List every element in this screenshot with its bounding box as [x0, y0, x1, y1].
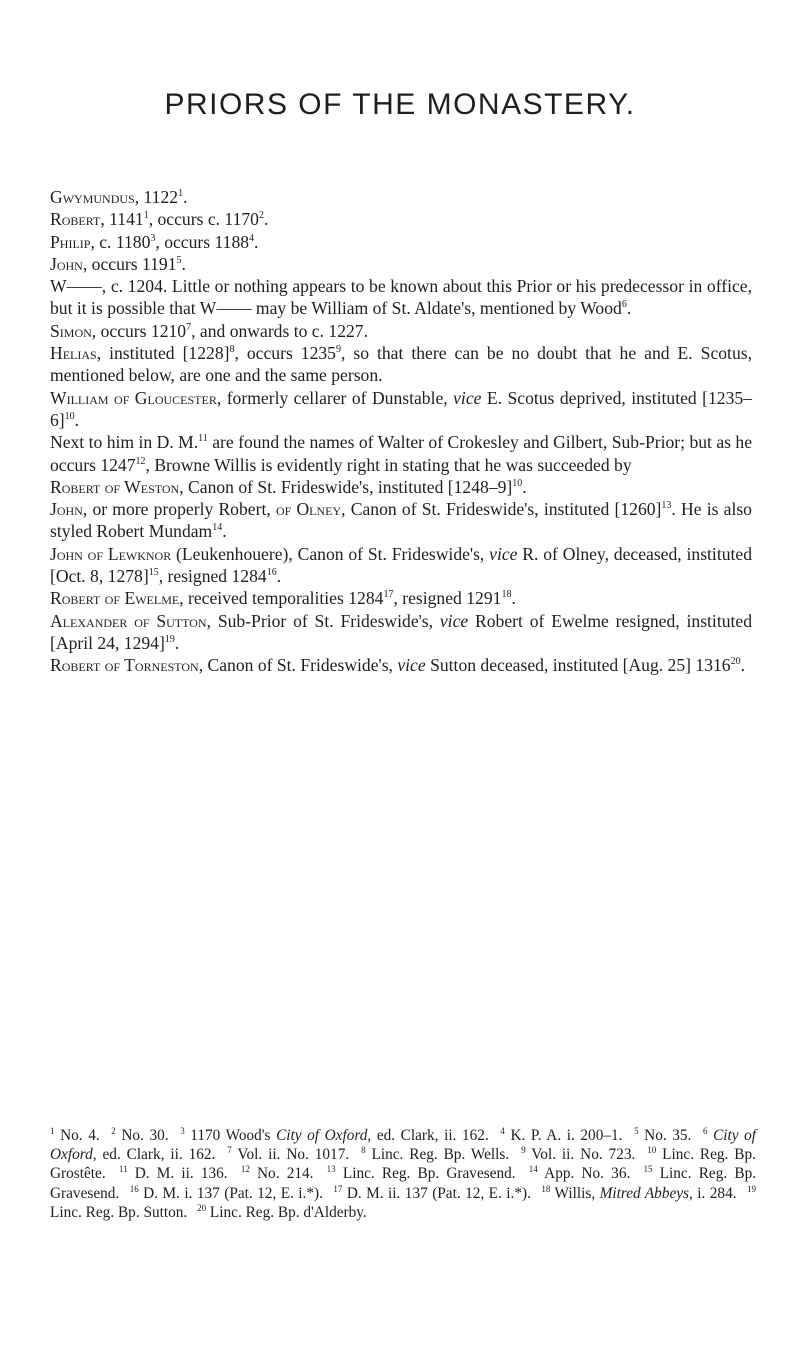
footnote-ref: 5	[176, 254, 182, 266]
footnote: $^9$ Vol. ii. No. 723.	[521, 1145, 636, 1164]
footnote-ref: 12	[135, 455, 146, 467]
footnote: $^6$ City of Oxford, ed. Clark, ii. 162.	[50, 1126, 757, 1164]
footnote-ref: 7	[186, 321, 192, 333]
page-title: PRIORS OF THE MONASTERY.	[164, 88, 636, 121]
prior-entry-william-of-gloucester: William of Gloucester, formerly cellarer of Dunstable, vice E. Scotus deprived, instituted $[1235-6]^{10}$.	[50, 387, 752, 430]
prior-entry-gwymundus: Gwymundus, 1122$^1$.	[50, 187, 188, 207]
footnote-ref: 6	[621, 299, 627, 311]
prior-name: Robert	[50, 209, 101, 230]
note-paragraph: Next to him in D. M.$^{11}$ are found the names of Walter of Crokesley and Gilbert, Sub-Prior; but as he occurs 1247$^{12}$, Browne Willis is evidently right in stating that he was succeeded by	[50, 432, 753, 475]
footnote-ref: 4	[249, 232, 255, 244]
footnote-ref: 3	[150, 232, 156, 244]
footnote: $^{12}$ No. 214.	[240, 1164, 314, 1183]
prior-entry-simon: Simon, occurs 1210$^7$, and onwards to c. 1227.	[50, 320, 368, 341]
footnotes	[50, 1126, 756, 1222]
footnote: $^2$ No. 30.	[111, 1126, 169, 1144]
prior-entry-robert-of-ewelme: Robert of Ewelme, received temporalities 1284$^{17}$, resigned 1291$^{18}$.	[50, 588, 516, 609]
footnote-ref: 11	[198, 433, 208, 445]
prior-entry-robert-of-torneston: Robert of Torneston, Canon of St. Frideswide's, vice Sutton deceased, instituted [Aug. 25] 1316$^{20}$.	[50, 655, 746, 676]
footnote-ref: 10	[512, 477, 523, 489]
footnote-ref: 1	[178, 188, 184, 199]
prior-name: John	[50, 253, 83, 274]
prior-entry-robert: Robert, 1141$^1$, occurs c. 1170$^2$.	[50, 209, 269, 230]
prior-name: Philip	[50, 231, 91, 252]
footnote: $^{14}$ App. No. 36.	[528, 1164, 631, 1183]
footnote-ref: 19	[164, 633, 175, 645]
footnote: $^{19}$ Linc. Reg. Bp. Sutton.	[50, 1183, 757, 1221]
vice-word: vice	[397, 655, 426, 676]
prior-entry-alexander-of-sutton: Alexander of Sutton, Sub-Prior of St. Frideswide's, vice Robert of Ewelme resigned, instituted [April 24, 1294]$^{19}$.	[50, 610, 752, 653]
prior-entry-john-of-olney: John, or more properly Robert, of Olney, Canon of St. Frideswide's, instituted $[1260]^{13}$. He is also styled Robert Mundam$^{14}$.	[50, 499, 752, 542]
prior-entry-john: John, occurs 1191$^5$.	[50, 253, 186, 274]
footnote-block	[50, 1126, 756, 1222]
footnote: $^3$ 1170 Wood's City of Oxford, ed. Clark, ii. 162.	[180, 1126, 489, 1144]
footnote: $^1$ No. 4.	[50, 1126, 100, 1144]
vice-word: vice	[439, 610, 469, 631]
footnote: $^{10}$ Linc. Reg. Bp. Grostête.	[50, 1145, 756, 1183]
prior-entry-philip: Philip, c. 1180$^3$, occurs 1188$^4$.	[50, 231, 259, 252]
prior-name: Simon	[50, 320, 92, 341]
prior-name-suffix: of Olney	[275, 499, 342, 520]
footnote: $^{17}$ D. M. ii. 137 (Pat. 12, E. i.*).	[333, 1183, 531, 1202]
footnote: $^{16}$ D. M. i. 137 (Pat. 12, E. i.*).	[129, 1183, 323, 1202]
footnote: $^8$ Linc. Reg. Bp. Wells.	[361, 1145, 510, 1164]
prior-entry-john-of-lewknor: John of Lewknor (Leukenhouere), Canon of St. Frideswide's, vice R. of Olney, deceased, instituted [Oct. 8, 1278]$^{15}$, resigned 1284$^{16}$.	[50, 543, 752, 587]
prior-name: Robert of Torneston	[50, 655, 199, 676]
footnote-ref: 15	[148, 567, 159, 579]
priors-list	[50, 186, 752, 677]
prior-name: John	[50, 499, 83, 520]
prior-entry-helias: Helias, instituted $[1228]^8$, occurs 1235$^9$, so that there can be no doubt that he and E. Scotus, mentioned below, are one and the same person.	[50, 343, 752, 386]
prior-entry-robert-of-weston: Robert of Weston, Canon of St. Frideswide's, instituted $[1248-9]^{10}$.	[50, 476, 527, 497]
footnote: $^{18}$ Willis, Mitred Abbeys, i. 284.	[541, 1183, 737, 1202]
footnote: $^{11}$ D. M. ii. 136.	[118, 1164, 228, 1183]
footnote-ref: 13	[661, 500, 672, 512]
footnote: $^{20}$ Linc. Reg. Bp. d'Alderby.	[197, 1202, 367, 1221]
prior-name: Robert of Ewelme	[50, 588, 180, 609]
prior-name: Alexander of Sutton	[50, 610, 207, 631]
vice-word: vice	[489, 543, 518, 564]
footnote: $^7$ Vol. ii. No. 1017.	[227, 1145, 350, 1164]
prior-name: William of Gloucester	[50, 387, 217, 408]
prior-name: Robert of Weston	[50, 476, 180, 497]
footnote-ref: 18	[501, 589, 512, 601]
vice-word: vice	[453, 387, 482, 408]
prior-entry-w: W——, c. 1204. Little or nothing appears to be known about this Prior or his predecessor in office, but it is possible that W—— may be William of St. Aldate's, mentioned by Wood$^6$.	[50, 276, 752, 319]
footnote-ref: 10	[64, 410, 75, 422]
footnote-ref: 20	[730, 656, 741, 668]
prior-name: Gwymundus	[50, 187, 135, 207]
footnote: $^{15}$ Linc. Reg. Bp. Gravesend.	[50, 1164, 757, 1202]
footnote-ref: 1	[143, 210, 149, 222]
footnote-ref: 14	[212, 522, 223, 534]
footnote: $^4$ K. P. A. i. 200–1.	[500, 1126, 623, 1144]
footnote-ref: 9	[335, 344, 341, 356]
prior-name: Helias	[50, 343, 97, 364]
footnote-ref: 16	[266, 567, 277, 579]
footnote: $^5$ No. 35.	[634, 1126, 692, 1144]
footnote-ref: 8	[229, 344, 235, 356]
footnote: $^{13}$ Linc. Reg. Bp. Gravesend.	[326, 1164, 516, 1183]
prior-name: W	[50, 276, 67, 297]
footnote-ref: 2	[258, 210, 264, 222]
footnote-ref: 17	[383, 589, 394, 601]
prior-name: John of Lewknor	[50, 543, 172, 564]
